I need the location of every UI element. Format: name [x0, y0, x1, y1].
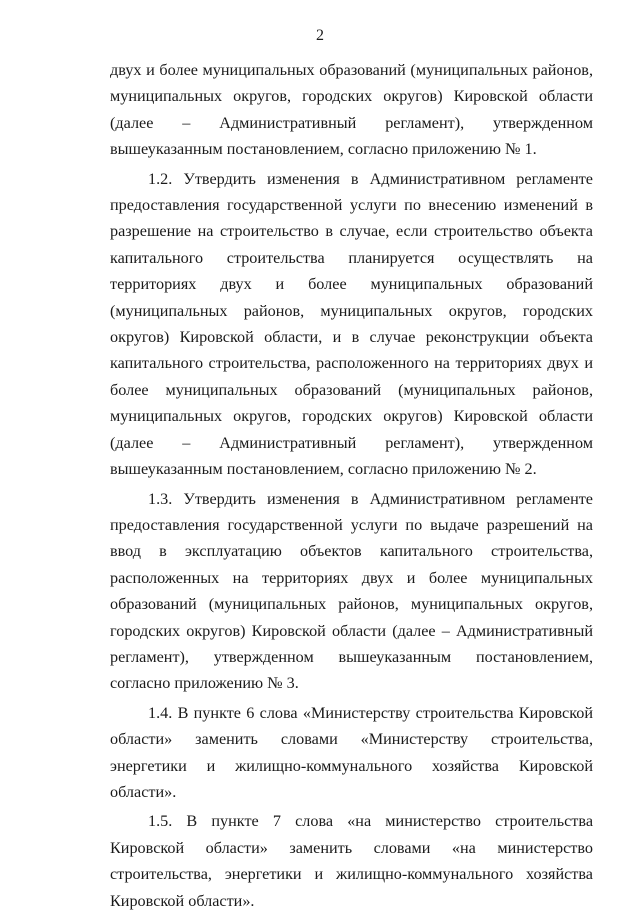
paragraph-1-5: 1.5. В пункте 7 слова «на министерство строительства Кировской области» заменить словами «на министерство строительства, энергетики и жилищно-коммунального хозяйства Кировской области». — [110, 812, 593, 910]
paragraph-1-2: 1.2. Утвердить изменения в Административном регламенте предоставления государственной услуги по внесению изменений в разрешение на строительство в случае, если строительство объекта капитального строительства планируется осуществлять на территориях двух и более муниципальных образований (муниципальных районов, муниципальных округов, городских округов) Кировской области, и в случае реконструкции объекта капитального строительства, расположенного на территориях двух и более муниципальных образований (муниципальных районов, муниципальных округов, городских округов) Кировской области (далее – Административный регламент), утвержденном вышеуказанным постановлением, согласно приложению № 2. — [110, 169, 593, 479]
page-number: 2 — [316, 27, 324, 44]
paragraph-continuation: двух и более муниципальных образований (муниципальных районов, муниципальных округов, городских округов) Кировской области (далее – Административный регламент), утвержденном вышеуказанным постановлением, согласно приложению № 1. — [110, 61, 593, 159]
paragraph-1-4: 1.4. В пункте 6 слова «Министерству строительства Кировской области» заменить словами «Министерству строительства, энергетики и жилищно-коммунального хозяйства Кировской области». — [110, 703, 593, 801]
document-body — [110, 57, 593, 914]
paragraph-1-3: 1.3. Утвердить изменения в Административном регламенте предоставления государственной услуги по выдаче разрешений на ввод в эксплуатацию объектов капитального строительства, расположенных на территориях двух и более муниципальных образований (муниципальных районов, муниципальных округов, городских округов) Кировской области (далее – Административный регламент), утвержденном вышеуказанным постановлением, согласно приложению № 3. — [110, 489, 593, 693]
